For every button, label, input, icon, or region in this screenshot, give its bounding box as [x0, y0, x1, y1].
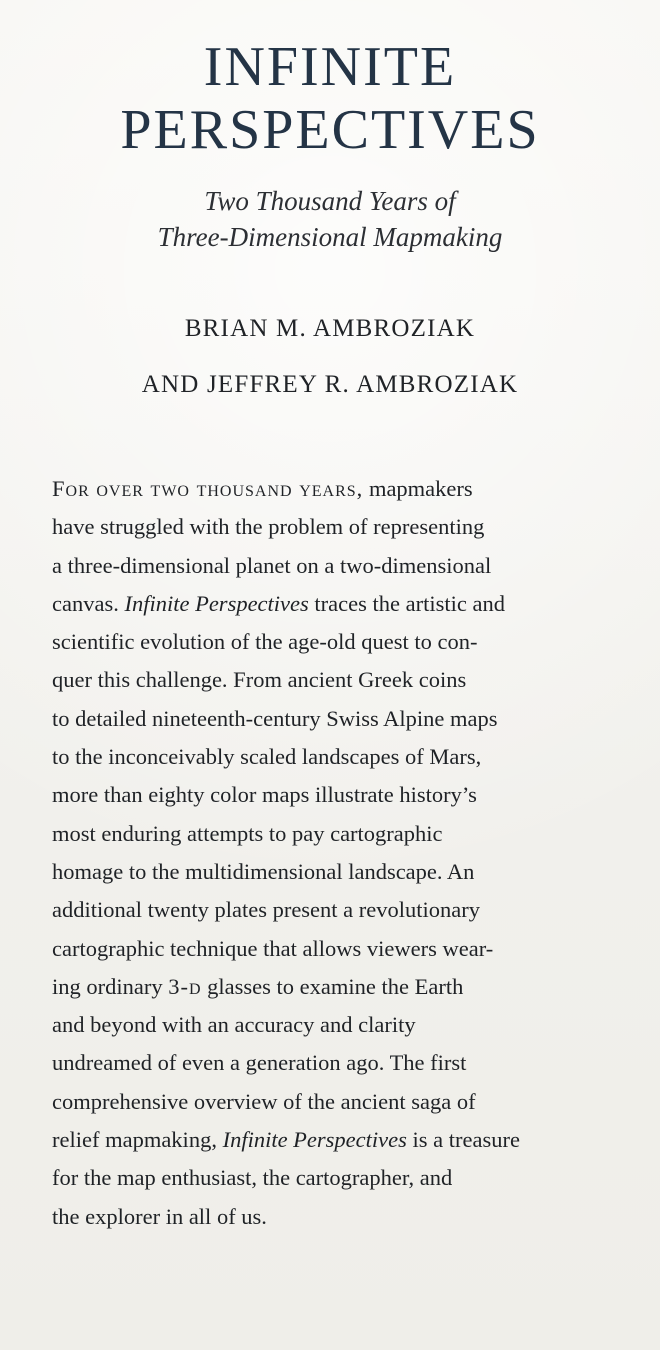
- description-line-18-end: is a treasure: [406, 1127, 520, 1153]
- description-line-2: have struggled with the problem of representing: [52, 514, 485, 540]
- description-line-3: a three-dimensional planet on a two-dimensional: [52, 552, 492, 578]
- description-line-4-start: canvas.: [52, 590, 125, 616]
- description-line-17: comprehensive overview of the ancient saga of: [52, 1088, 476, 1114]
- description-line-16: undreamed of even a generation ago. The first: [52, 1050, 467, 1076]
- description-opening-smallcaps: For over two thousand years,: [52, 476, 364, 501]
- description-line-20: the explorer in all of us.: [52, 1203, 267, 1229]
- description-line-13: cartographic technique that allows viewers wear-: [52, 935, 494, 961]
- description-book-title-italic: Infinite Perspectives: [124, 590, 309, 616]
- description-line-1-text: mapmakers: [363, 476, 473, 501]
- description-line-18-start: relief mapmaking,: [52, 1127, 223, 1153]
- book-subtitle: [0, 183, 660, 255]
- book-subtitle-line-1: Two Thousand Years of: [204, 186, 456, 216]
- book-authors: [0, 301, 660, 413]
- description-line-5: scientific evolution of the age-old quest to con-: [52, 629, 478, 655]
- description-line-10: most enduring attempts to pay cartographic: [52, 820, 443, 846]
- description-line-14: [52, 968, 642, 1006]
- book-description: [52, 470, 642, 1236]
- description-line-4: [52, 585, 642, 623]
- book-title-line-1: INFINITE: [203, 36, 457, 98]
- author-line-1: BRIAN M. AMBROZIAK: [184, 315, 476, 342]
- description-line-9: more than eighty color maps illustrate history’s: [52, 782, 477, 808]
- description-line-6: quer this challenge. From ancient Greek coins: [52, 667, 467, 693]
- description-line-18: [52, 1121, 642, 1159]
- description-3d-smallcaps: 3-d: [168, 973, 202, 999]
- book-title-line-2: PERSPECTIVES: [120, 99, 540, 161]
- description-line-14-start: ing ordinary: [52, 973, 169, 999]
- description-line-8: to the inconceivably scaled landscapes of Mars,: [52, 744, 482, 770]
- description-line-15: and beyond with an accuracy and clarity: [52, 1012, 416, 1038]
- description-line-4-end: traces the artistic and: [308, 590, 505, 616]
- author-line-2: AND JEFFREY R. AMBROZIAK: [141, 371, 519, 398]
- description-line-1: [52, 470, 642, 508]
- description-line-7: to detailed nineteenth-century Swiss Alpine maps: [52, 705, 498, 731]
- book-title: [0, 36, 660, 162]
- description-line-12: additional twenty plates present a revolutionary: [52, 897, 480, 923]
- description-line-14-end: glasses to examine the Earth: [201, 973, 464, 999]
- book-subtitle-line-2: Three-Dimensional Mapmaking: [157, 222, 503, 252]
- description-line-19: for the map enthusiast, the cartographer, and: [52, 1165, 453, 1191]
- description-line-11: homage to the multidimensional landscape. An: [52, 858, 475, 884]
- description-book-title-italic-2: Infinite Perspectives: [222, 1127, 407, 1153]
